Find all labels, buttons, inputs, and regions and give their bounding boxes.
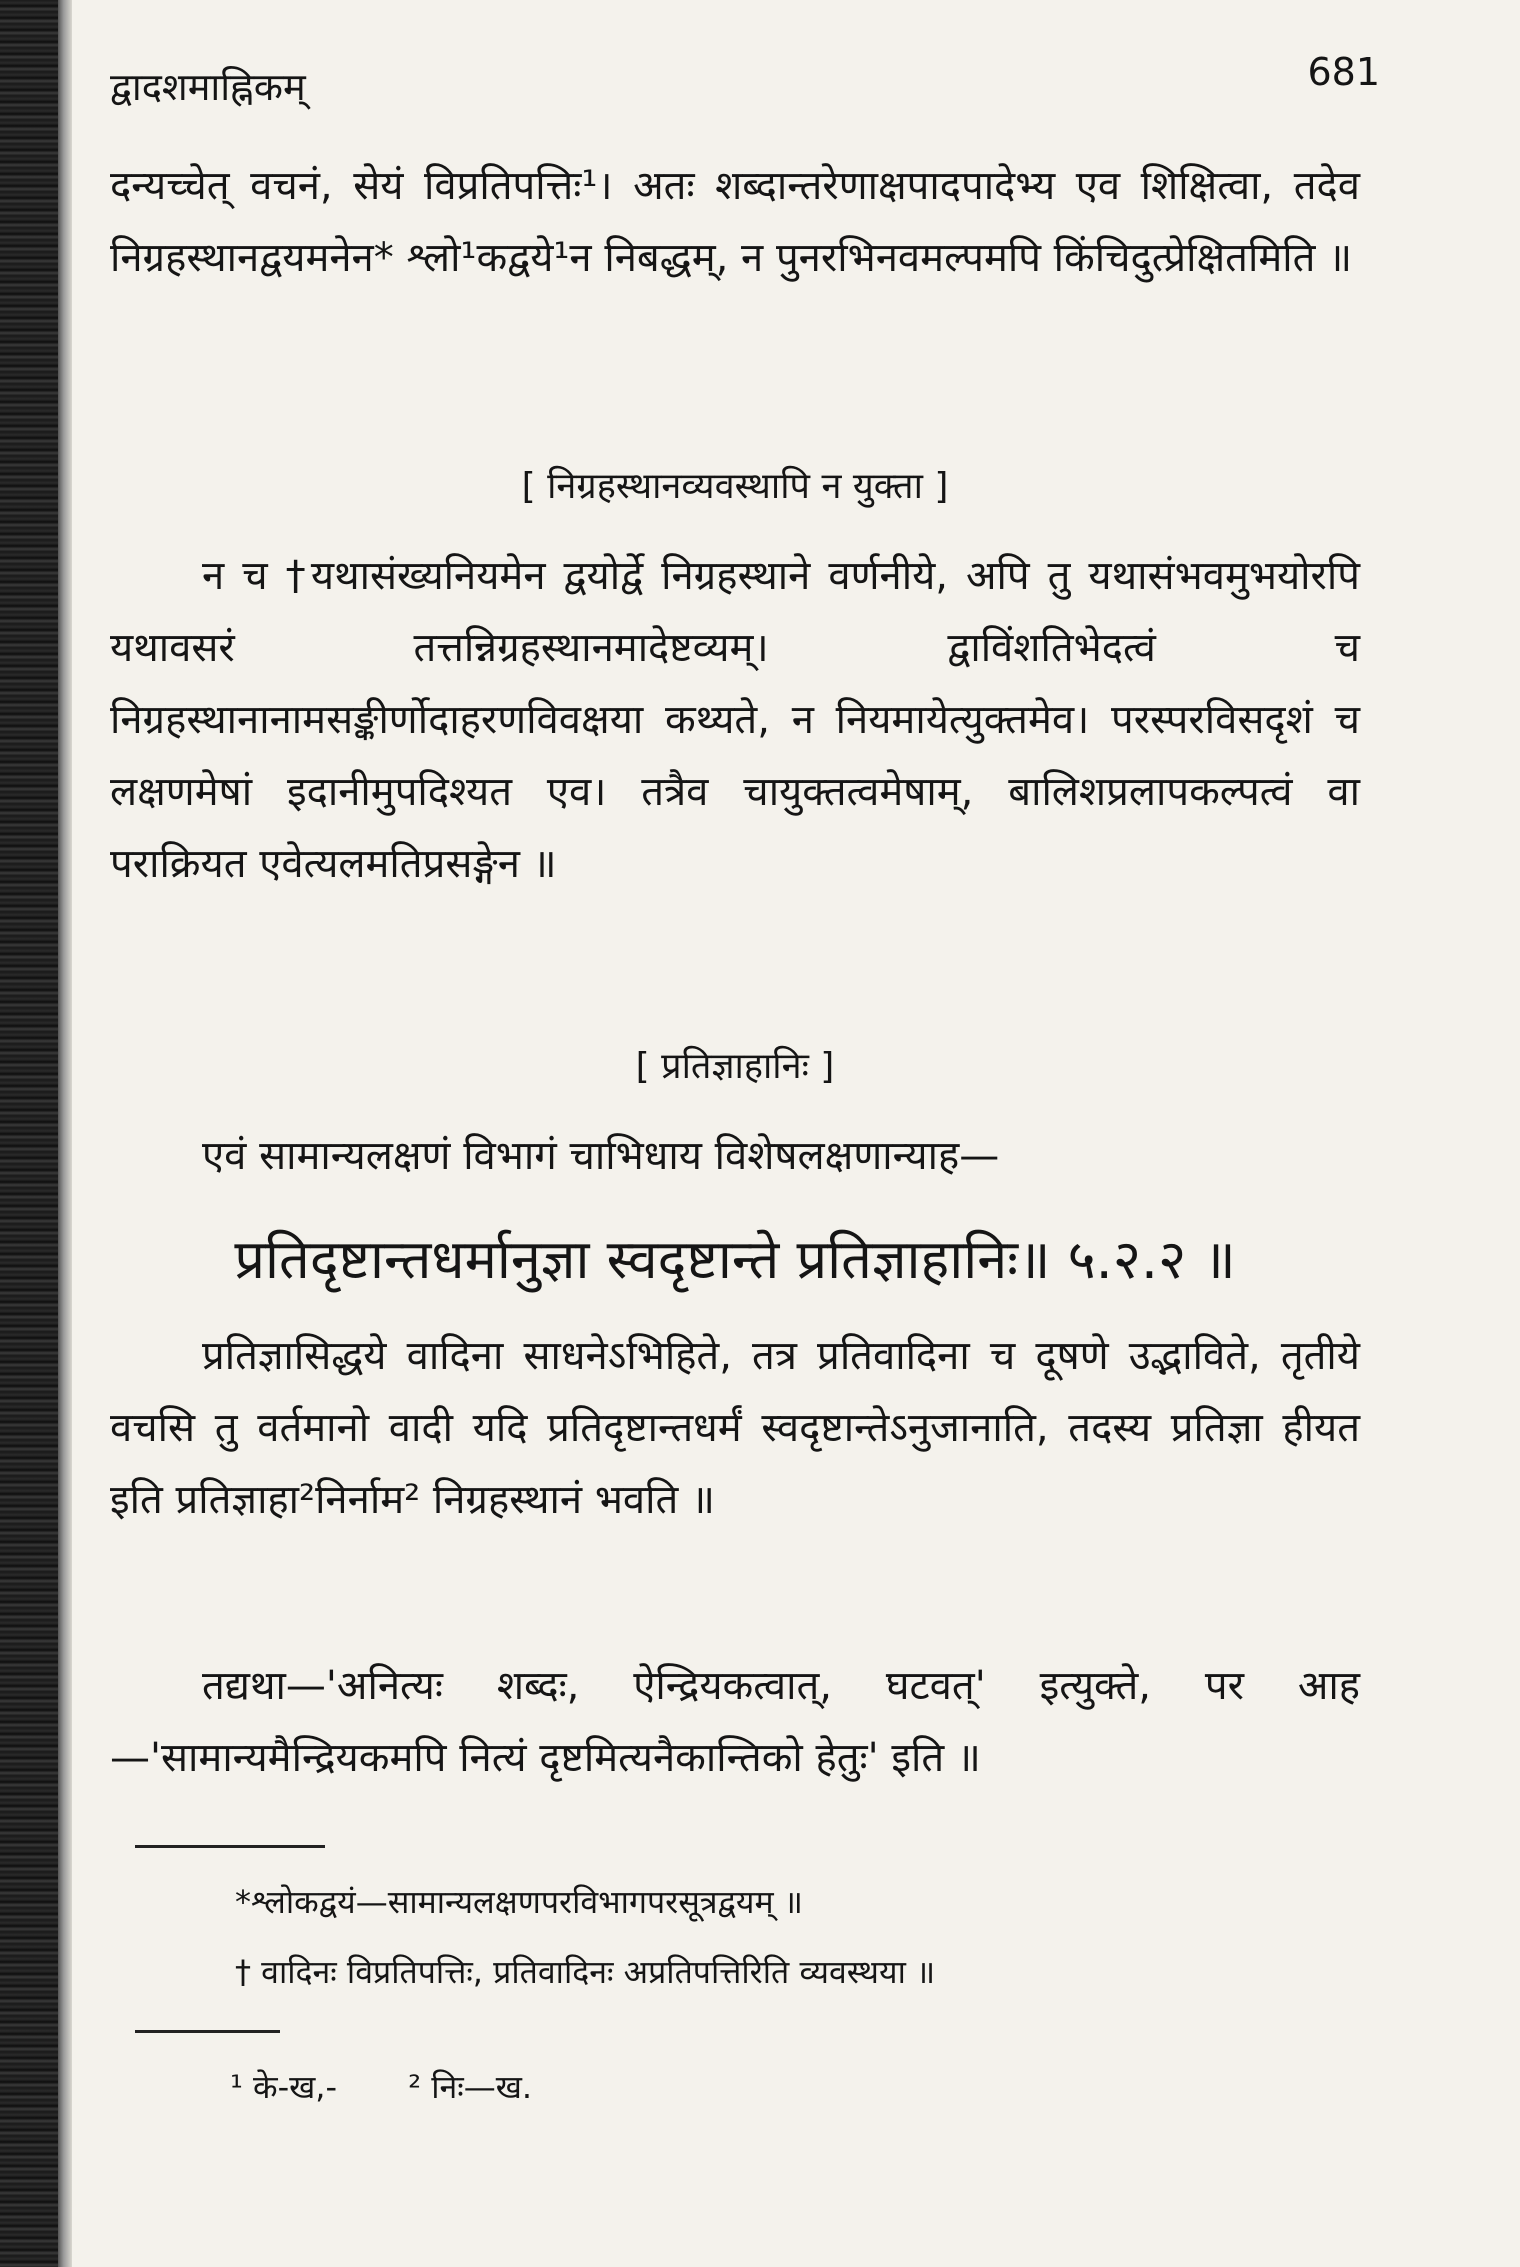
footnote-star: *श्लोकद्वयं—सामान्यलक्षणपरविभागपरसूत्रद्वयम् ॥ [235, 1883, 803, 1921]
page-number: 681 [1307, 50, 1380, 94]
running-head: द्वादशमाह्निकम् [110, 65, 306, 109]
page-gutter-edge [58, 0, 72, 2267]
paragraph-intro: एवं सामान्यलक्षणं विभागं चाभिधाय विशेषलक्षणान्याह— [202, 1133, 1000, 1179]
book-spine-shadow [0, 0, 58, 2267]
variant-rule [135, 2030, 280, 2033]
paragraph-example: तद्यथा—'अनित्यः शब्दः, ऐन्द्रियकत्वात्, घटवत्' इत्युक्ते, पर आह—'सामान्यमैन्द्रियकमपि नित्यं दृष्टमित्यनैकान्तिको हेतुः' इति ॥ [110, 1663, 1360, 1781]
sutra-line: प्रतिदृष्टान्तधर्मानुज्ञा स्वदृष्टान्ते प्रतिज्ञाहानिः॥ ५.२.२ ॥ [234, 1228, 1236, 1291]
footnote-rule [135, 1845, 325, 1848]
footnote-variants: ¹ के-ख,- ² निः—ख. [230, 2068, 533, 2106]
section-heading-pratijnahani: [ प्रतिज्ञाहानिः ] [635, 1046, 835, 1087]
book-page [110, 20, 1380, 2220]
paragraph-continuation: दन्यच्चेत् वचनं, सेयं विप्रतिपत्तिः¹। अतः शब्दान्तरेणाक्षपादपादेभ्य एव शिक्षित्वा, तदेव निग्रहस्थानद्वयमनेन* श्लो¹कद्वये¹न निबद्धम्, न पुनरभिनवमल्पमपि किंचिदुत्प्रेक्षितमिति ॥ [110, 163, 1360, 281]
section-heading-nigraha: [ निग्रहस्थानव्यवस्थापि न युक्ता ] [521, 466, 949, 507]
page-header [110, 50, 1380, 120]
paragraph-commentary: प्रतिज्ञासिद्धये वादिना साधनेऽभिहिते, तत्र प्रतिवादिना च दूषणे उद्भाविते, तृतीये वचसि तु वर्तमानो वादी यदि प्रतिदृष्टान्तधर्मं स्वदृष्टान्तेऽनुजानाति, तदस्य प्रतिज्ञा हीयत इति प्रतिज्ञाहा²निर्नाम² निग्रहस्थानं भवति ॥ [110, 1333, 1360, 1523]
footnote-dagger: † वादिनः विप्रतिपत्तिः, प्रतिवादिनः अप्रतिपत्तिरिति व्यवस्थया ॥ [235, 1953, 936, 1991]
paragraph-nigraha-vyavastha: न च †यथासंख्यनियमेन द्वयोर्द्वे निग्रहस्थाने वर्णनीये, अपि तु यथासंभवमुभयोरपि यथावसरं तत्तन्निग्रहस्थानमादेष्टव्यम्। द्वाविंशतिभेदत्वं च निग्रहस्थानानामसङ्कीर्णोदाहरणविवक्षया कथ्यते, न नियमायेत्युक्तमेव। परस्परविसदृशं च लक्षणमेषां इदानीमुपदिश्यत एव। तत्रैव चायुक्तत्वमेषाम्, बालिशप्रलापकल्पत्वं वा पराक्रियत एवेत्यलमतिप्रसङ्गेन ॥ [110, 553, 1360, 887]
